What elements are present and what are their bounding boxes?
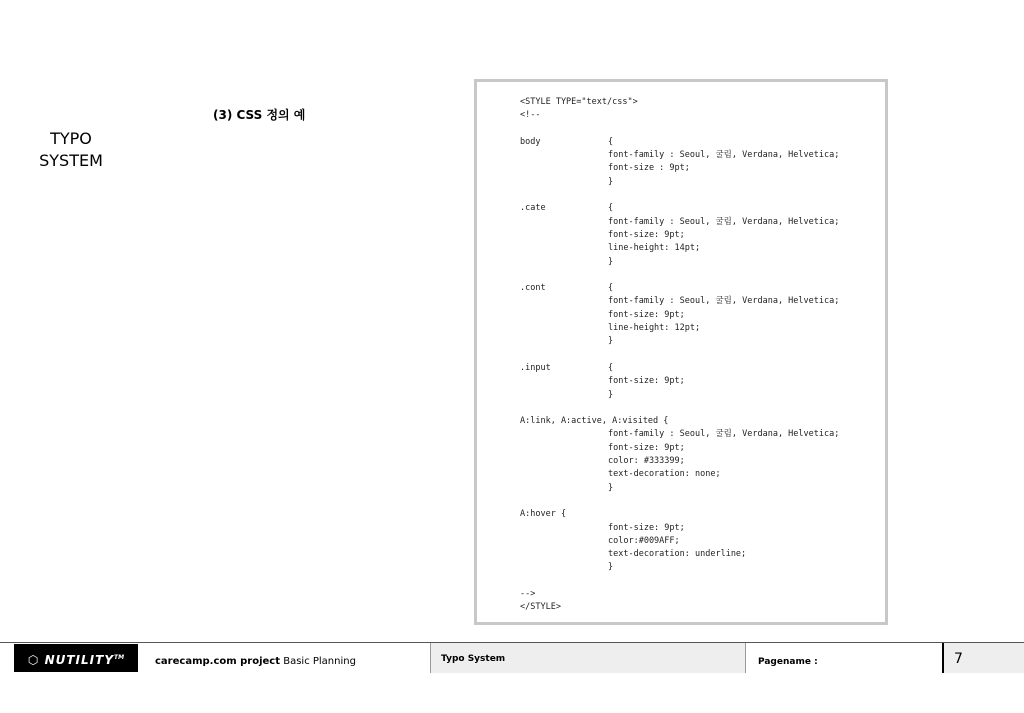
code-line <box>520 322 701 335</box>
code-declaration: font-size: 9pt; <box>608 229 685 240</box>
code-declaration: color: #333399; <box>608 456 685 467</box>
page-number: 7 <box>954 651 963 667</box>
code-line <box>520 229 685 242</box>
code-line <box>520 482 668 495</box>
code-raw: --> <box>520 588 536 599</box>
code-line <box>520 362 668 375</box>
code-line <box>520 495 668 508</box>
code-declaration: } <box>608 562 614 573</box>
footer-section-label: Typo System <box>441 654 506 664</box>
code-line <box>520 455 685 468</box>
code-line <box>520 295 840 308</box>
project-name: carecamp.com project <box>155 656 281 667</box>
code-line <box>520 242 701 255</box>
code-declaration: font-size: 9pt; <box>608 442 685 453</box>
code-line <box>520 349 668 362</box>
code-line <box>520 575 668 588</box>
logo-text: NUTILITY <box>44 653 115 667</box>
pagename-label: Pagename : <box>758 657 818 667</box>
code-declaration: font-family : Seoul, 굴림, Verdana, Helvetica; <box>608 216 840 227</box>
code-line <box>520 535 680 548</box>
code-declaration: { <box>608 362 614 373</box>
code-line <box>520 375 685 388</box>
code-declaration: font-size: 9pt; <box>608 376 685 387</box>
code-line <box>520 389 668 402</box>
code-declaration: { <box>608 203 614 214</box>
code-line <box>520 508 668 521</box>
code-line <box>520 189 668 202</box>
code-line <box>520 202 668 215</box>
code-line <box>520 309 685 322</box>
code-line <box>520 402 668 415</box>
code-line <box>520 282 668 295</box>
css-code-box <box>474 79 888 625</box>
code-raw: </STYLE> <box>520 602 561 613</box>
code-line <box>520 415 668 428</box>
code-declaration: } <box>608 176 614 187</box>
project-subtitle: Basic Planning <box>283 656 356 667</box>
code-line <box>520 428 840 441</box>
code-declaration: font-size: 9pt; <box>608 522 685 533</box>
code-listing <box>520 96 840 615</box>
side-title <box>30 128 112 172</box>
code-declaration: } <box>608 256 614 267</box>
code-selector: .cont <box>520 283 546 294</box>
code-selector: body <box>520 136 541 147</box>
code-line <box>520 176 668 189</box>
code-line <box>520 109 668 122</box>
code-declaration: } <box>608 482 614 493</box>
code-line <box>520 548 747 561</box>
footer-section-cell <box>430 643 745 673</box>
code-line <box>520 468 721 481</box>
code-raw: A:hover { <box>520 509 567 520</box>
project-label <box>155 656 356 667</box>
code-declaration: { <box>608 283 614 294</box>
code-raw: A:link, A:active, A:visited { <box>520 416 669 427</box>
logo-tm: TM <box>114 654 125 661</box>
side-title-line2: SYSTEM <box>39 151 103 170</box>
code-line <box>520 256 668 269</box>
footer-pagename-cell <box>745 643 942 673</box>
code-line <box>520 149 840 162</box>
code-line <box>520 335 668 348</box>
code-declaration: font-family : Seoul, 굴림, Verdana, Helvetica; <box>608 150 840 161</box>
code-line <box>520 442 685 455</box>
code-declaration: } <box>608 336 614 347</box>
code-selector: .cate <box>520 203 546 214</box>
code-line <box>520 269 668 282</box>
code-declaration: line-height: 12pt; <box>608 323 701 334</box>
code-declaration: text-decoration: none; <box>608 469 721 480</box>
code-declaration: font-size: 9pt; <box>608 309 685 320</box>
code-raw: <STYLE TYPE="text/css"> <box>520 97 638 107</box>
code-declaration: font-family : Seoul, 굴림, Verdana, Helvetica; <box>608 296 840 307</box>
code-line <box>520 216 840 229</box>
code-line <box>520 136 668 149</box>
code-declaration: text-decoration: underline; <box>608 549 747 560</box>
code-line <box>520 601 668 614</box>
code-line <box>520 162 690 175</box>
code-line <box>520 96 668 109</box>
code-line <box>520 123 668 136</box>
nutility-logo <box>14 644 138 672</box>
code-line <box>520 561 668 574</box>
section-heading: (3) CSS 정의 예 <box>213 108 306 122</box>
code-declaration: font-family : Seoul, 굴림, Verdana, Helvetica; <box>608 429 840 440</box>
code-declaration: } <box>608 389 614 400</box>
code-declaration: line-height: 14pt; <box>608 243 701 254</box>
code-line <box>520 522 685 535</box>
code-line <box>520 588 668 601</box>
logo-mark-icon: ⬡ <box>27 653 40 667</box>
code-declaration: color:#009AFF; <box>608 535 680 546</box>
side-title-line1: TYPO <box>50 129 92 148</box>
footer-page-number-cell <box>942 643 1024 673</box>
code-declaration: { <box>608 136 614 147</box>
code-selector: .input <box>520 362 551 373</box>
code-raw: <!-- <box>520 110 541 121</box>
code-declaration: font-size : 9pt; <box>608 163 690 174</box>
